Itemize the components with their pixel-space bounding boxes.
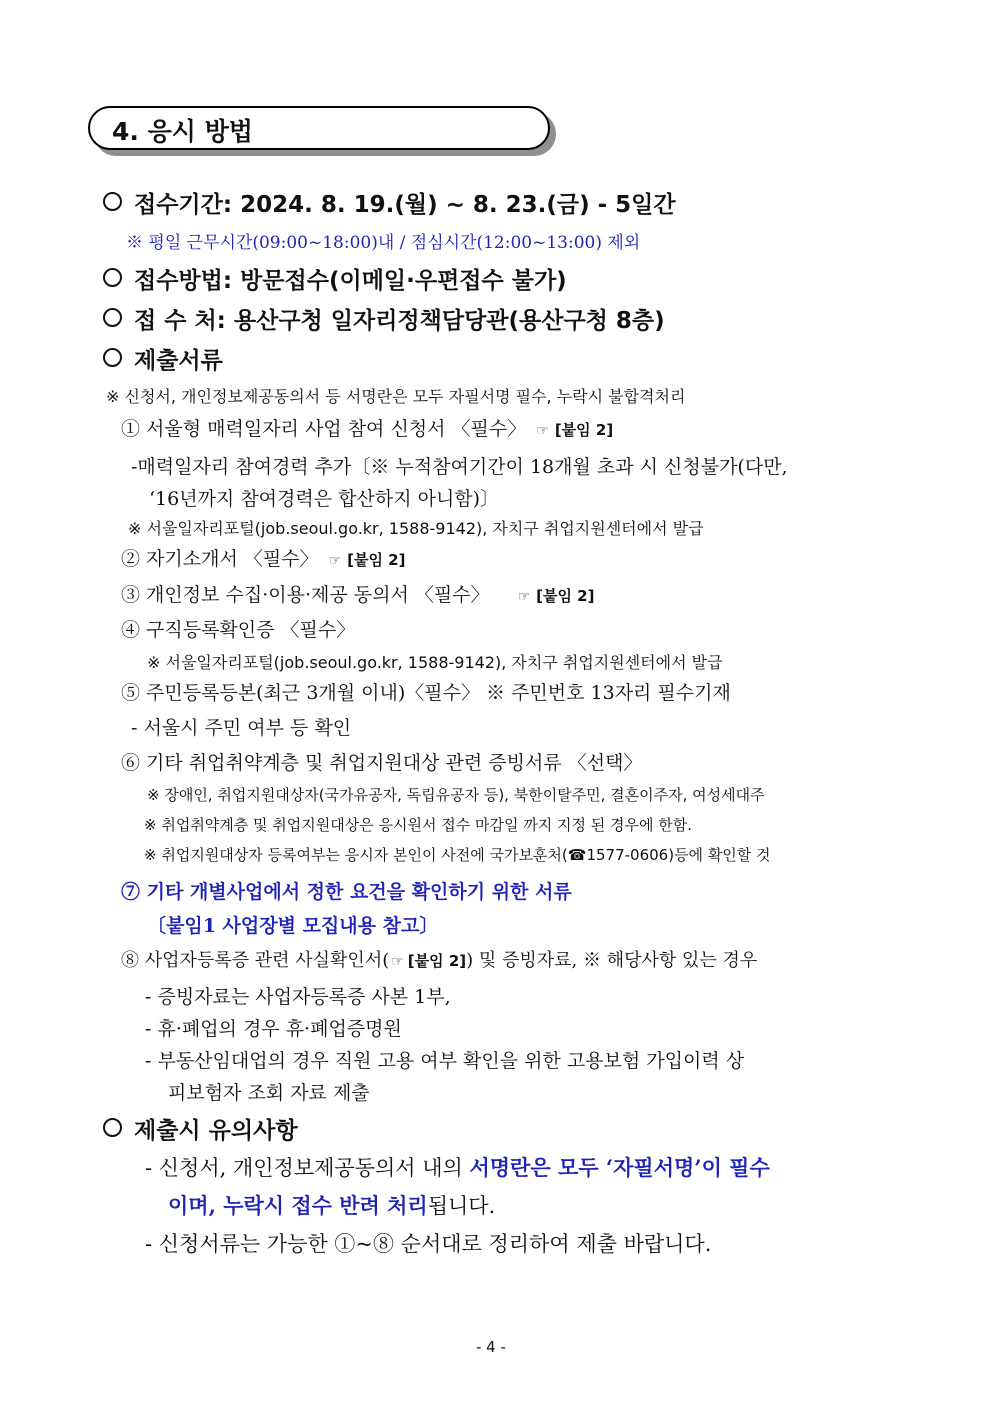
hollow-circle-icon (103, 268, 122, 287)
doc-item-4-note: ※ 서울일자리포털(job.seoul.go.kr, 1588-9142), 자치구 취업지원센터에서 발급 (147, 653, 723, 672)
doc-item-6-note-1: ※ 장애인, 취업지원대상자(국가유공자, 독립유공자 등), 북한이탈주민, 결혼이주자, 여성세대주 (147, 786, 765, 804)
office-value: 용산구청 일자리정책담당관(용산구청 8층) (233, 308, 665, 334)
hand-pointing-icon: ☞ (391, 954, 404, 970)
doc-item-8-suffix: ) 및 증빙자료, ※ 해당사항 있는 경우 (466, 950, 758, 971)
doc-item-7: ⑦ 기타 개별사업에서 정한 요건을 확인하기 위한 서류 (121, 881, 572, 903)
hand-pointing-icon: ☞ (517, 589, 531, 605)
caution-1 (145, 1152, 770, 1182)
hollow-circle-icon (103, 348, 122, 367)
doc-item-8 (121, 946, 757, 972)
period-label: 접수기간: (134, 192, 233, 218)
caution-2: - 신청서류는 가능한 ①~⑧ 순서대로 정리하여 제출 바랍니다. (145, 1232, 712, 1256)
doc-item-1-sub-1: -매력일자리 참여경력 추가〔※ 누적참여기간이 18개월 초과 시 신청불가(다만, (131, 456, 788, 478)
period-row (103, 186, 676, 219)
doc-item-1-note: ※ 서울일자리포털(job.seoul.go.kr, 1588-9142), 자치구 취업지원센터에서 발급 (128, 519, 704, 538)
doc-item-8-label: ⑧ 사업자등록증 관련 사실확인서( (121, 950, 390, 971)
period-note: ※ 평일 근무시간(09:00~18:00)내 / 점심시간(12:00~13:00) 제외 (126, 233, 641, 253)
hand-pointing-icon: ☞ (328, 553, 342, 569)
doc-item-8-sub-3a: - 부동산임대업의 경우 직원 고용 여부 확인을 위한 고용보험 가입이력 상 (145, 1050, 745, 1072)
cautions-label: 제출시 유의사항 (134, 1118, 298, 1144)
hand-pointing-icon: ☞ (536, 423, 549, 439)
doc-item-6-note-2: ※ 취업취약계층 및 취업지원대상은 응시원서 접수 마감일 까지 지정 된 경우에 한함. (144, 816, 692, 834)
doc-item-1-label: ① 서울형 매력일자리 사업 참여 신청서 〈필수〉 (121, 418, 527, 440)
office-label: 접 수 처: (134, 308, 226, 334)
docs-note: ※ 신청서, 개인정보제공동의서 등 서명란은 모두 자필서명 필수, 누락시 불합격처리 (106, 387, 686, 406)
doc-item-8-sub-2: - 휴·폐업의 경우 휴·폐업증명원 (145, 1018, 402, 1040)
doc-item-1 (121, 414, 613, 441)
caution-1-emphasis: 서명란은 모두 ‘자필서명’이 필수 (469, 1155, 770, 1180)
section-title: 4. 응시 방법 (112, 117, 253, 146)
period-value: 2024. 8. 19.(월) ~ 8. 23.(금) - 5일간 (240, 192, 676, 218)
caution-1-cont (168, 1190, 495, 1220)
doc-item-6-note-3: ※ 취업지원대상자 등록여부는 응시자 본인이 사전에 국가보훈처(☎1577-0606)등에 확인할 것 (144, 846, 771, 864)
doc-item-2-ref: [붙임 2] (347, 551, 406, 569)
method-label: 접수방법: (134, 268, 233, 294)
doc-item-8-sub-1: - 증빙자료는 사업자등록증 사본 1부, (145, 986, 451, 1008)
docs-label: 제출서류 (134, 348, 223, 374)
doc-item-1-ref: [붙임 2] (554, 421, 614, 439)
cautions-row (103, 1112, 298, 1145)
method-value: 방문접수(이메일·우편접수 불가) (240, 268, 567, 294)
doc-item-3 (121, 580, 594, 607)
caution-1-suffix: 됩니다. (427, 1194, 496, 1218)
caution-1-emphasis-2: 이며, 누락시 접수 반려 처리 (168, 1193, 428, 1218)
doc-item-5: ⑤ 주민등록등본(최근 3개월 이내)〈필수〉 ※ 주민번호 13자리 필수기재 (121, 682, 731, 704)
doc-item-6: ⑥ 기타 취업취약계층 및 취업지원대상 관련 증빙서류 〈선택〉 (121, 752, 643, 774)
doc-item-2-label: ② 자기소개서 〈필수〉 (121, 548, 319, 570)
doc-item-4: ④ 구직등록확인증 〈필수〉 (121, 619, 356, 641)
hollow-circle-icon (103, 308, 122, 327)
doc-item-7-sub: 〔붙임1 사업장별 모집내용 참고〕 (147, 915, 439, 937)
doc-item-2 (121, 544, 405, 571)
docs-row (103, 342, 223, 375)
page-number: - 4 - (476, 1338, 506, 1356)
doc-item-3-ref: [붙임 2] (536, 587, 595, 605)
method-row (103, 262, 567, 295)
doc-item-8-ref: [붙임 2] (407, 952, 467, 970)
doc-item-8-sub-3b: 피보험자 조회 자료 제출 (168, 1082, 370, 1104)
doc-item-1-sub-2: ‘16년까지 참여경력은 합산하지 아니함)〕 (149, 488, 500, 510)
caution-1-text: - 신청서, 개인정보제공동의서 내의 (145, 1156, 470, 1180)
hollow-circle-icon (103, 1118, 122, 1137)
doc-item-5-sub: - 서울시 주민 여부 등 확인 (131, 717, 352, 739)
doc-item-3-label: ③ 개인정보 수집·이용·제공 동의서 〈필수〉 (121, 584, 490, 606)
office-row (103, 302, 665, 335)
hollow-circle-icon (103, 192, 122, 211)
